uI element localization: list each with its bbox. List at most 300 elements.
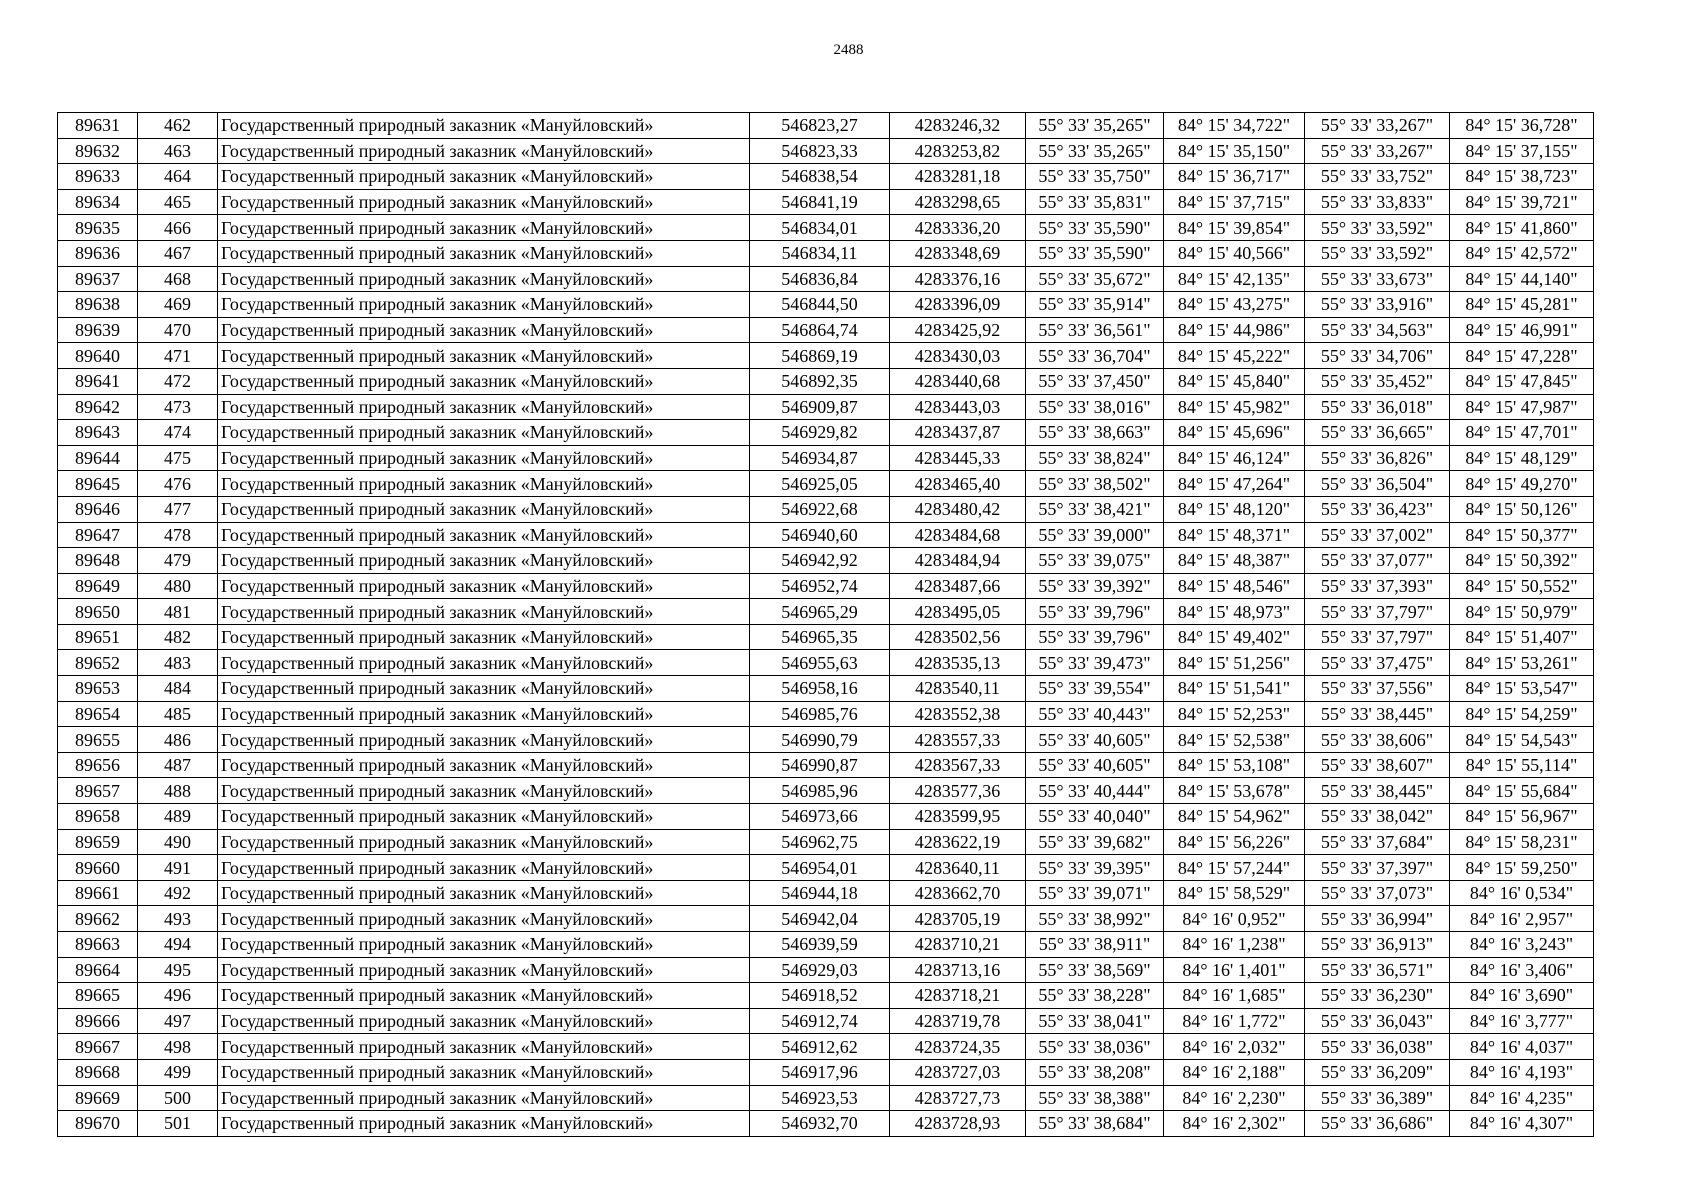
point-number-cell: 484 [138, 676, 218, 702]
longitude-1-cell: 84° 15' 53,678" [1164, 778, 1305, 804]
y-coordinate-cell: 4283253,82 [890, 138, 1026, 164]
longitude-2-cell: 84° 16' 4,235" [1450, 1085, 1594, 1111]
page-number: 2488 [833, 42, 864, 58]
y-coordinate-cell: 4283540,11 [890, 676, 1026, 702]
table-row [58, 113, 1594, 139]
x-coordinate-cell: 546838,54 [750, 164, 890, 190]
territory-name-cell: Государственный природный заказник «Мануйловский» [218, 829, 750, 855]
table-row [58, 599, 1594, 625]
x-coordinate-cell: 546823,27 [750, 113, 890, 139]
longitude-1-cell: 84° 15' 43,275" [1164, 292, 1305, 318]
territory-name-cell: Государственный природный заказник «Мануйловский» [218, 394, 750, 420]
x-coordinate-cell: 546918,52 [750, 983, 890, 1009]
point-number-cell: 477 [138, 496, 218, 522]
longitude-1-cell: 84° 15' 47,264" [1164, 471, 1305, 497]
latitude-1-cell: 55° 33' 38,421" [1026, 496, 1164, 522]
point-number-cell: 495 [138, 957, 218, 983]
longitude-2-cell: 84° 15' 50,392" [1450, 548, 1594, 574]
longitude-1-cell: 84° 15' 42,135" [1164, 266, 1305, 292]
table-row [58, 829, 1594, 855]
record-number-cell: 89660 [58, 855, 138, 881]
x-coordinate-cell: 546973,66 [750, 804, 890, 830]
x-coordinate-cell: 546944,18 [750, 880, 890, 906]
territory-name-cell: Государственный природный заказник «Мануйловский» [218, 1085, 750, 1111]
record-number-cell: 89649 [58, 573, 138, 599]
longitude-1-cell: 84° 15' 53,108" [1164, 752, 1305, 778]
territory-name-cell: Государственный природный заказник «Мануйловский» [218, 804, 750, 830]
latitude-2-cell: 55° 33' 36,230" [1305, 983, 1450, 1009]
longitude-2-cell: 84° 16' 4,193" [1450, 1059, 1594, 1085]
table-row [58, 420, 1594, 446]
longitude-1-cell: 84° 15' 52,253" [1164, 701, 1305, 727]
longitude-1-cell: 84° 15' 39,854" [1164, 215, 1305, 241]
longitude-1-cell: 84° 16' 1,772" [1164, 1008, 1305, 1034]
longitude-2-cell: 84° 15' 54,543" [1450, 727, 1594, 753]
latitude-2-cell: 55° 33' 36,686" [1305, 1111, 1450, 1137]
latitude-2-cell: 55° 33' 36,423" [1305, 496, 1450, 522]
latitude-2-cell: 55° 33' 36,665" [1305, 420, 1450, 446]
point-number-cell: 489 [138, 804, 218, 830]
record-number-cell: 89659 [58, 829, 138, 855]
territory-name-cell: Государственный природный заказник «Мануйловский» [218, 599, 750, 625]
record-number-cell: 89662 [58, 906, 138, 932]
point-number-cell: 486 [138, 727, 218, 753]
longitude-2-cell: 84° 15' 50,126" [1450, 496, 1594, 522]
latitude-2-cell: 55° 33' 36,038" [1305, 1034, 1450, 1060]
y-coordinate-cell: 4283557,33 [890, 727, 1026, 753]
table-row [58, 727, 1594, 753]
longitude-2-cell: 84° 16' 2,957" [1450, 906, 1594, 932]
y-coordinate-cell: 4283502,56 [890, 624, 1026, 650]
latitude-2-cell: 55° 33' 38,606" [1305, 727, 1450, 753]
longitude-1-cell: 84° 15' 49,402" [1164, 624, 1305, 650]
y-coordinate-cell: 4283487,66 [890, 573, 1026, 599]
latitude-1-cell: 55° 33' 39,071" [1026, 880, 1164, 906]
x-coordinate-cell: 546864,74 [750, 317, 890, 343]
table-row [58, 394, 1594, 420]
x-coordinate-cell: 546834,01 [750, 215, 890, 241]
y-coordinate-cell: 4283298,65 [890, 189, 1026, 215]
longitude-1-cell: 84° 15' 45,982" [1164, 394, 1305, 420]
table-row [58, 368, 1594, 394]
longitude-2-cell: 84° 15' 53,261" [1450, 650, 1594, 676]
point-number-cell: 467 [138, 240, 218, 266]
territory-name-cell: Государственный природный заказник «Мануйловский» [218, 1034, 750, 1060]
y-coordinate-cell: 4283719,78 [890, 1008, 1026, 1034]
longitude-1-cell: 84° 15' 45,840" [1164, 368, 1305, 394]
latitude-2-cell: 55° 33' 34,706" [1305, 343, 1450, 369]
latitude-2-cell: 55° 33' 36,994" [1305, 906, 1450, 932]
x-coordinate-cell: 546841,19 [750, 189, 890, 215]
point-number-cell: 465 [138, 189, 218, 215]
table-row [58, 266, 1594, 292]
x-coordinate-cell: 546955,63 [750, 650, 890, 676]
y-coordinate-cell: 4283348,69 [890, 240, 1026, 266]
record-number-cell: 89645 [58, 471, 138, 497]
latitude-2-cell: 55° 33' 38,445" [1305, 701, 1450, 727]
latitude-1-cell: 55° 33' 38,502" [1026, 471, 1164, 497]
point-number-cell: 482 [138, 624, 218, 650]
longitude-2-cell: 84° 15' 55,114" [1450, 752, 1594, 778]
territory-name-cell: Государственный природный заказник «Мануйловский» [218, 752, 750, 778]
table-row [58, 522, 1594, 548]
longitude-2-cell: 84° 15' 47,987" [1450, 394, 1594, 420]
territory-name-cell: Государственный природный заказник «Мануйловский» [218, 522, 750, 548]
latitude-1-cell: 55° 33' 38,911" [1026, 932, 1164, 958]
record-number-cell: 89658 [58, 804, 138, 830]
table-row [58, 701, 1594, 727]
point-number-cell: 491 [138, 855, 218, 881]
longitude-2-cell: 84° 16' 3,777" [1450, 1008, 1594, 1034]
point-number-cell: 468 [138, 266, 218, 292]
record-number-cell: 89647 [58, 522, 138, 548]
y-coordinate-cell: 4283728,93 [890, 1111, 1026, 1137]
x-coordinate-cell: 546939,59 [750, 932, 890, 958]
x-coordinate-cell: 546917,96 [750, 1059, 890, 1085]
latitude-1-cell: 55° 33' 39,473" [1026, 650, 1164, 676]
longitude-1-cell: 84° 15' 52,538" [1164, 727, 1305, 753]
point-number-cell: 464 [138, 164, 218, 190]
record-number-cell: 89668 [58, 1059, 138, 1085]
y-coordinate-cell: 4283727,73 [890, 1085, 1026, 1111]
point-number-cell: 478 [138, 522, 218, 548]
territory-name-cell: Государственный природный заказник «Мануйловский» [218, 317, 750, 343]
longitude-1-cell: 84° 16' 2,302" [1164, 1111, 1305, 1137]
latitude-1-cell: 55° 33' 40,605" [1026, 727, 1164, 753]
point-number-cell: 490 [138, 829, 218, 855]
latitude-1-cell: 55° 33' 38,228" [1026, 983, 1164, 1009]
record-number-cell: 89664 [58, 957, 138, 983]
y-coordinate-cell: 4283577,36 [890, 778, 1026, 804]
table-row [58, 138, 1594, 164]
territory-name-cell: Государственный природный заказник «Мануйловский» [218, 932, 750, 958]
record-number-cell: 89634 [58, 189, 138, 215]
longitude-2-cell: 84° 15' 49,270" [1450, 471, 1594, 497]
y-coordinate-cell: 4283396,09 [890, 292, 1026, 318]
point-number-cell: 494 [138, 932, 218, 958]
latitude-2-cell: 55° 33' 37,077" [1305, 548, 1450, 574]
latitude-1-cell: 55° 33' 38,036" [1026, 1034, 1164, 1060]
y-coordinate-cell: 4283430,03 [890, 343, 1026, 369]
x-coordinate-cell: 546836,84 [750, 266, 890, 292]
record-number-cell: 89643 [58, 420, 138, 446]
point-number-cell: 497 [138, 1008, 218, 1034]
y-coordinate-cell: 4283495,05 [890, 599, 1026, 625]
territory-name-cell: Государственный природный заказник «Мануйловский» [218, 496, 750, 522]
y-coordinate-cell: 4283425,92 [890, 317, 1026, 343]
longitude-1-cell: 84° 16' 1,401" [1164, 957, 1305, 983]
x-coordinate-cell: 546844,50 [750, 292, 890, 318]
record-number-cell: 89632 [58, 138, 138, 164]
longitude-1-cell: 84° 15' 45,696" [1164, 420, 1305, 446]
record-number-cell: 89646 [58, 496, 138, 522]
longitude-2-cell: 84° 15' 38,723" [1450, 164, 1594, 190]
latitude-2-cell: 55° 33' 36,018" [1305, 394, 1450, 420]
coordinates-table [57, 112, 1594, 1137]
territory-name-cell: Государственный природный заказник «Мануйловский» [218, 266, 750, 292]
y-coordinate-cell: 4283440,68 [890, 368, 1026, 394]
longitude-2-cell: 84° 15' 47,701" [1450, 420, 1594, 446]
latitude-1-cell: 55° 33' 36,561" [1026, 317, 1164, 343]
y-coordinate-cell: 4283376,16 [890, 266, 1026, 292]
x-coordinate-cell: 546823,33 [750, 138, 890, 164]
record-number-cell: 89633 [58, 164, 138, 190]
record-number-cell: 89670 [58, 1111, 138, 1137]
longitude-2-cell: 84° 15' 59,250" [1450, 855, 1594, 881]
latitude-2-cell: 55° 33' 36,043" [1305, 1008, 1450, 1034]
latitude-2-cell: 55° 33' 38,607" [1305, 752, 1450, 778]
longitude-1-cell: 84° 15' 48,546" [1164, 573, 1305, 599]
point-number-cell: 473 [138, 394, 218, 420]
latitude-2-cell: 55° 33' 36,389" [1305, 1085, 1450, 1111]
table-row [58, 471, 1594, 497]
territory-name-cell: Государственный природный заказник «Мануйловский» [218, 624, 750, 650]
y-coordinate-cell: 4283567,33 [890, 752, 1026, 778]
longitude-1-cell: 84° 15' 51,256" [1164, 650, 1305, 676]
record-number-cell: 89667 [58, 1034, 138, 1060]
table-row [58, 189, 1594, 215]
longitude-2-cell: 84° 15' 37,155" [1450, 138, 1594, 164]
y-coordinate-cell: 4283713,16 [890, 957, 1026, 983]
latitude-1-cell: 55° 33' 39,395" [1026, 855, 1164, 881]
record-number-cell: 89650 [58, 599, 138, 625]
record-number-cell: 89655 [58, 727, 138, 753]
point-number-cell: 500 [138, 1085, 218, 1111]
territory-name-cell: Государственный природный заказник «Мануйловский» [218, 1111, 750, 1137]
x-coordinate-cell: 546954,01 [750, 855, 890, 881]
territory-name-cell: Государственный природный заказник «Мануйловский» [218, 445, 750, 471]
y-coordinate-cell: 4283281,18 [890, 164, 1026, 190]
record-number-cell: 89669 [58, 1085, 138, 1111]
latitude-1-cell: 55° 33' 39,075" [1026, 548, 1164, 574]
latitude-2-cell: 55° 33' 33,833" [1305, 189, 1450, 215]
territory-name-cell: Государственный природный заказник «Мануйловский» [218, 957, 750, 983]
territory-name-cell: Государственный природный заказник «Мануйловский» [218, 650, 750, 676]
table-row [58, 880, 1594, 906]
latitude-2-cell: 55° 33' 33,592" [1305, 240, 1450, 266]
longitude-2-cell: 84° 15' 54,259" [1450, 701, 1594, 727]
longitude-2-cell: 84° 15' 58,231" [1450, 829, 1594, 855]
longitude-1-cell: 84° 16' 2,188" [1164, 1059, 1305, 1085]
longitude-2-cell: 84° 15' 46,991" [1450, 317, 1594, 343]
territory-name-cell: Государственный природный заказник «Мануйловский» [218, 292, 750, 318]
longitude-1-cell: 84° 15' 58,529" [1164, 880, 1305, 906]
latitude-2-cell: 55° 33' 33,752" [1305, 164, 1450, 190]
territory-name-cell: Государственный природный заказник «Мануйловский» [218, 676, 750, 702]
latitude-1-cell: 55° 33' 35,672" [1026, 266, 1164, 292]
latitude-1-cell: 55° 33' 38,663" [1026, 420, 1164, 446]
longitude-1-cell: 84° 15' 48,387" [1164, 548, 1305, 574]
x-coordinate-cell: 546952,74 [750, 573, 890, 599]
point-number-cell: 485 [138, 701, 218, 727]
point-number-cell: 466 [138, 215, 218, 241]
territory-name-cell: Государственный природный заказник «Мануйловский» [218, 573, 750, 599]
latitude-1-cell: 55° 33' 38,016" [1026, 394, 1164, 420]
longitude-1-cell: 84° 15' 45,222" [1164, 343, 1305, 369]
record-number-cell: 89666 [58, 1008, 138, 1034]
table-row [58, 1111, 1594, 1137]
latitude-1-cell: 55° 33' 35,750" [1026, 164, 1164, 190]
y-coordinate-cell: 4283599,95 [890, 804, 1026, 830]
y-coordinate-cell: 4283705,19 [890, 906, 1026, 932]
latitude-1-cell: 55° 33' 40,040" [1026, 804, 1164, 830]
point-number-cell: 462 [138, 113, 218, 139]
territory-name-cell: Государственный природный заказник «Мануйловский» [218, 855, 750, 881]
latitude-1-cell: 55° 33' 38,824" [1026, 445, 1164, 471]
x-coordinate-cell: 546965,35 [750, 624, 890, 650]
y-coordinate-cell: 4283484,68 [890, 522, 1026, 548]
table-row [58, 983, 1594, 1009]
point-number-cell: 472 [138, 368, 218, 394]
table-row [58, 906, 1594, 932]
territory-name-cell: Государственный природный заказник «Мануйловский» [218, 113, 750, 139]
y-coordinate-cell: 4283718,21 [890, 983, 1026, 1009]
x-coordinate-cell: 546834,11 [750, 240, 890, 266]
table-row [58, 445, 1594, 471]
point-number-cell: 479 [138, 548, 218, 574]
longitude-1-cell: 84° 15' 34,722" [1164, 113, 1305, 139]
point-number-cell: 487 [138, 752, 218, 778]
longitude-2-cell: 84° 15' 36,728" [1450, 113, 1594, 139]
longitude-1-cell: 84° 16' 0,952" [1164, 906, 1305, 932]
latitude-2-cell: 55° 33' 33,592" [1305, 215, 1450, 241]
territory-name-cell: Государственный природный заказник «Мануйловский» [218, 471, 750, 497]
latitude-1-cell: 55° 33' 39,796" [1026, 599, 1164, 625]
x-coordinate-cell: 546962,75 [750, 829, 890, 855]
y-coordinate-cell: 4283437,87 [890, 420, 1026, 446]
latitude-1-cell: 55° 33' 38,992" [1026, 906, 1164, 932]
record-number-cell: 89637 [58, 266, 138, 292]
table-row [58, 573, 1594, 599]
longitude-2-cell: 84° 15' 39,721" [1450, 189, 1594, 215]
record-number-cell: 89665 [58, 983, 138, 1009]
x-coordinate-cell: 546985,76 [750, 701, 890, 727]
longitude-2-cell: 84° 16' 3,406" [1450, 957, 1594, 983]
latitude-1-cell: 55° 33' 38,041" [1026, 1008, 1164, 1034]
longitude-2-cell: 84° 16' 4,037" [1450, 1034, 1594, 1060]
x-coordinate-cell: 546869,19 [750, 343, 890, 369]
latitude-1-cell: 55° 33' 38,569" [1026, 957, 1164, 983]
y-coordinate-cell: 4283484,94 [890, 548, 1026, 574]
x-coordinate-cell: 546940,60 [750, 522, 890, 548]
point-number-cell: 483 [138, 650, 218, 676]
territory-name-cell: Государственный природный заказник «Мануйловский» [218, 164, 750, 190]
longitude-2-cell: 84° 15' 55,684" [1450, 778, 1594, 804]
record-number-cell: 89651 [58, 624, 138, 650]
latitude-1-cell: 55° 33' 35,590" [1026, 240, 1164, 266]
territory-name-cell: Государственный природный заказник «Мануйловский» [218, 215, 750, 241]
y-coordinate-cell: 4283246,32 [890, 113, 1026, 139]
point-number-cell: 492 [138, 880, 218, 906]
record-number-cell: 89641 [58, 368, 138, 394]
point-number-cell: 471 [138, 343, 218, 369]
x-coordinate-cell: 546942,04 [750, 906, 890, 932]
latitude-1-cell: 55° 33' 35,831" [1026, 189, 1164, 215]
point-number-cell: 476 [138, 471, 218, 497]
table-row [58, 932, 1594, 958]
latitude-1-cell: 55° 33' 39,554" [1026, 676, 1164, 702]
record-number-cell: 89648 [58, 548, 138, 574]
latitude-1-cell: 55° 33' 39,682" [1026, 829, 1164, 855]
point-number-cell: 498 [138, 1034, 218, 1060]
x-coordinate-cell: 546929,82 [750, 420, 890, 446]
latitude-2-cell: 55° 33' 35,452" [1305, 368, 1450, 394]
point-number-cell: 480 [138, 573, 218, 599]
x-coordinate-cell: 546985,96 [750, 778, 890, 804]
longitude-1-cell: 84° 16' 1,685" [1164, 983, 1305, 1009]
territory-name-cell: Государственный природный заказник «Мануйловский» [218, 906, 750, 932]
longitude-1-cell: 84° 15' 44,986" [1164, 317, 1305, 343]
latitude-2-cell: 55° 33' 33,673" [1305, 266, 1450, 292]
x-coordinate-cell: 546942,92 [750, 548, 890, 574]
latitude-1-cell: 55° 33' 39,000" [1026, 522, 1164, 548]
table-row [58, 1034, 1594, 1060]
point-number-cell: 474 [138, 420, 218, 446]
x-coordinate-cell: 546912,74 [750, 1008, 890, 1034]
table-row [58, 957, 1594, 983]
latitude-2-cell: 55° 33' 37,397" [1305, 855, 1450, 881]
territory-name-cell: Государственный природный заказник «Мануйловский» [218, 548, 750, 574]
x-coordinate-cell: 546958,16 [750, 676, 890, 702]
table-row [58, 496, 1594, 522]
latitude-1-cell: 55° 33' 35,265" [1026, 138, 1164, 164]
y-coordinate-cell: 4283535,13 [890, 650, 1026, 676]
y-coordinate-cell: 4283445,33 [890, 445, 1026, 471]
longitude-1-cell: 84° 16' 1,238" [1164, 932, 1305, 958]
longitude-2-cell: 84° 16' 3,690" [1450, 983, 1594, 1009]
x-coordinate-cell: 546934,87 [750, 445, 890, 471]
y-coordinate-cell: 4283640,11 [890, 855, 1026, 881]
record-number-cell: 89635 [58, 215, 138, 241]
latitude-1-cell: 55° 33' 40,444" [1026, 778, 1164, 804]
x-coordinate-cell: 546925,05 [750, 471, 890, 497]
longitude-1-cell: 84° 15' 51,541" [1164, 676, 1305, 702]
record-number-cell: 89654 [58, 701, 138, 727]
longitude-2-cell: 84° 15' 48,129" [1450, 445, 1594, 471]
x-coordinate-cell: 546912,62 [750, 1034, 890, 1060]
latitude-2-cell: 55° 33' 36,571" [1305, 957, 1450, 983]
y-coordinate-cell: 4283336,20 [890, 215, 1026, 241]
territory-name-cell: Государственный природный заказник «Мануйловский» [218, 368, 750, 394]
latitude-2-cell: 55° 33' 33,267" [1305, 113, 1450, 139]
latitude-2-cell: 55° 33' 37,797" [1305, 624, 1450, 650]
latitude-2-cell: 55° 33' 37,797" [1305, 599, 1450, 625]
record-number-cell: 89653 [58, 676, 138, 702]
table-row [58, 240, 1594, 266]
y-coordinate-cell: 4283480,42 [890, 496, 1026, 522]
latitude-2-cell: 55° 33' 37,475" [1305, 650, 1450, 676]
longitude-2-cell: 84° 15' 50,552" [1450, 573, 1594, 599]
table-row [58, 804, 1594, 830]
longitude-1-cell: 84° 15' 57,244" [1164, 855, 1305, 881]
longitude-1-cell: 84° 16' 2,032" [1164, 1034, 1305, 1060]
point-number-cell: 463 [138, 138, 218, 164]
longitude-2-cell: 84° 15' 50,979" [1450, 599, 1594, 625]
record-number-cell: 89642 [58, 394, 138, 420]
x-coordinate-cell: 546923,53 [750, 1085, 890, 1111]
longitude-1-cell: 84° 15' 54,962" [1164, 804, 1305, 830]
point-number-cell: 493 [138, 906, 218, 932]
longitude-1-cell: 84° 15' 36,717" [1164, 164, 1305, 190]
longitude-2-cell: 84° 15' 47,845" [1450, 368, 1594, 394]
longitude-2-cell: 84° 15' 51,407" [1450, 624, 1594, 650]
territory-name-cell: Государственный природный заказник «Мануйловский» [218, 1059, 750, 1085]
longitude-1-cell: 84° 15' 46,124" [1164, 445, 1305, 471]
table-row [58, 778, 1594, 804]
longitude-2-cell: 84° 15' 56,967" [1450, 804, 1594, 830]
territory-name-cell: Государственный природный заказник «Мануйловский» [218, 240, 750, 266]
longitude-2-cell: 84° 15' 50,377" [1450, 522, 1594, 548]
